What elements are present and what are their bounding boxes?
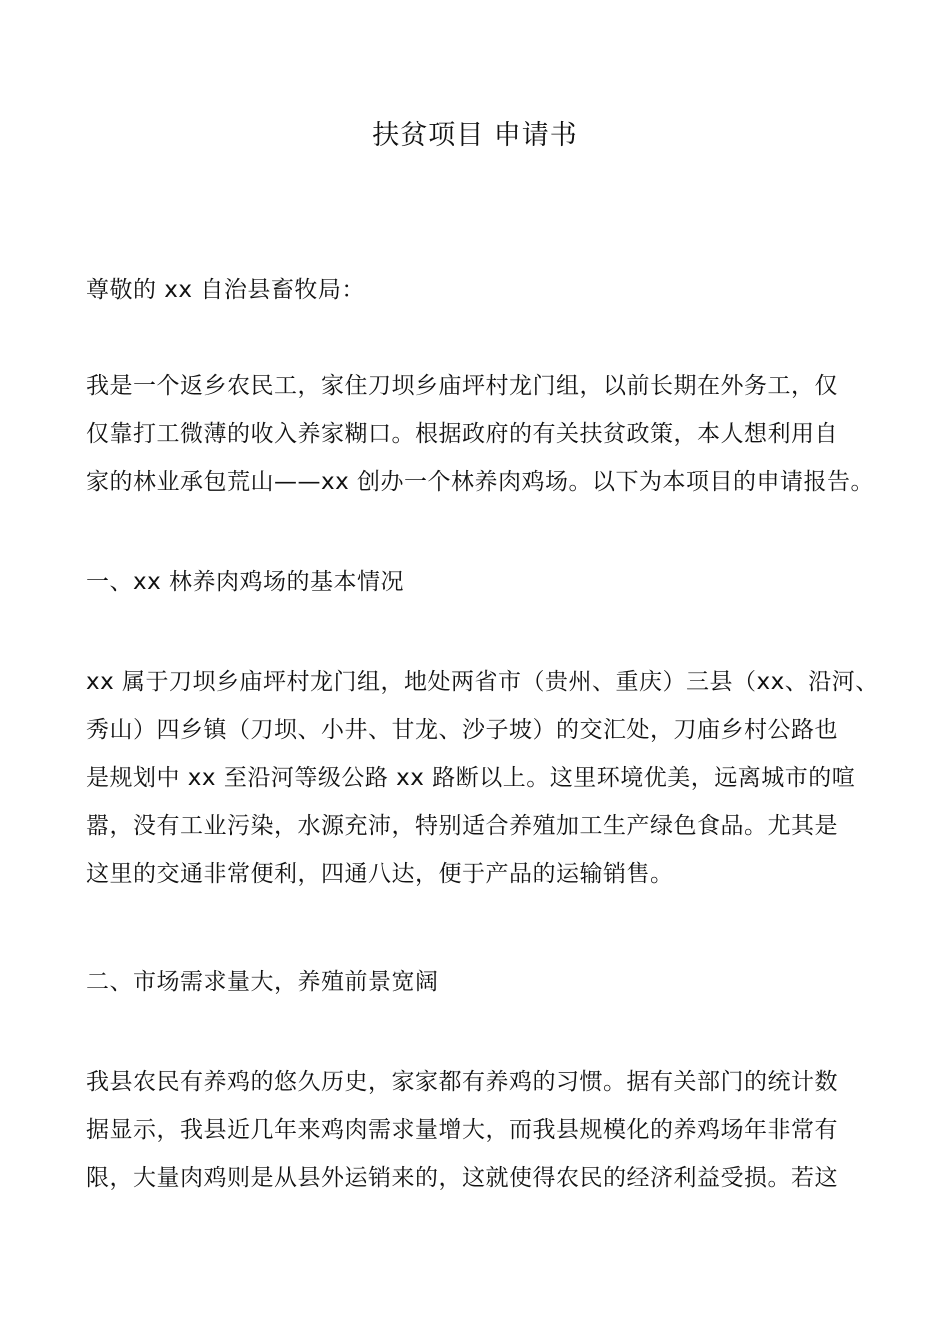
paragraph-line: 是规划中 xx 至沿河等级公路 xx 路断以上。这里环境优美，远离城市的喧 [86,765,856,791]
document-title: 扶贫项目 申请书 [372,120,578,151]
paragraph-line: 这里的交通非常便利，四通八达，便于产品的运输销售。 [86,861,674,887]
section-heading-2 [86,958,876,1006]
paragraph-basic-info [86,658,879,898]
paragraph-line: 嚣，没有工业污染，水源充沛，特别适合养殖加工生产绿色食品。尤其是 [86,813,838,839]
section-heading-1 [86,558,876,606]
salutation [86,266,876,314]
paragraph-line: 秀山）四乡镇（刀坝、小井、甘龙、沙子坡）的交汇处，刀庙乡村公路也 [86,717,838,743]
paragraph-line: 限，大量肉鸡则是从县外运销来的，这就使得农民的经济利益受损。若这 [86,1165,838,1191]
heading-text: 二、市场需求量大，养殖前景宽阔 [86,969,439,995]
heading-text: 一、xx 林养肉鸡场的基本情况 [86,569,405,595]
paragraph-intro [86,362,876,506]
paragraph-line: 据显示，我县近几年来鸡肉需求量增大，而我县规模化的养鸡场年非常有 [86,1117,838,1143]
paragraph-line: 我县农民有养鸡的悠久历史，家家都有养鸡的习惯。据有关部门的统计数 [86,1069,838,1095]
paragraph-line: 仅靠打工微薄的收入养家糊口。根据政府的有关扶贫政策，本人想利用自 [86,421,838,447]
paragraph-line: 我是一个返乡农民工，家住刀坝乡庙坪村龙门组，以前长期在外务工，仅 [86,373,838,399]
paragraph-market [86,1058,876,1202]
salutation-text: 尊敬的 xx 自治县畜牧局： [86,277,365,303]
paragraph-line: 家的林业承包荒山——xx 创办一个林养肉鸡场。以下为本项目的申请报告。 [86,469,875,495]
paragraph-line: xx 属于刀坝乡庙坪村龙门组，地处两省市（贵州、重庆）三县（xx、沿河、 [86,669,879,695]
